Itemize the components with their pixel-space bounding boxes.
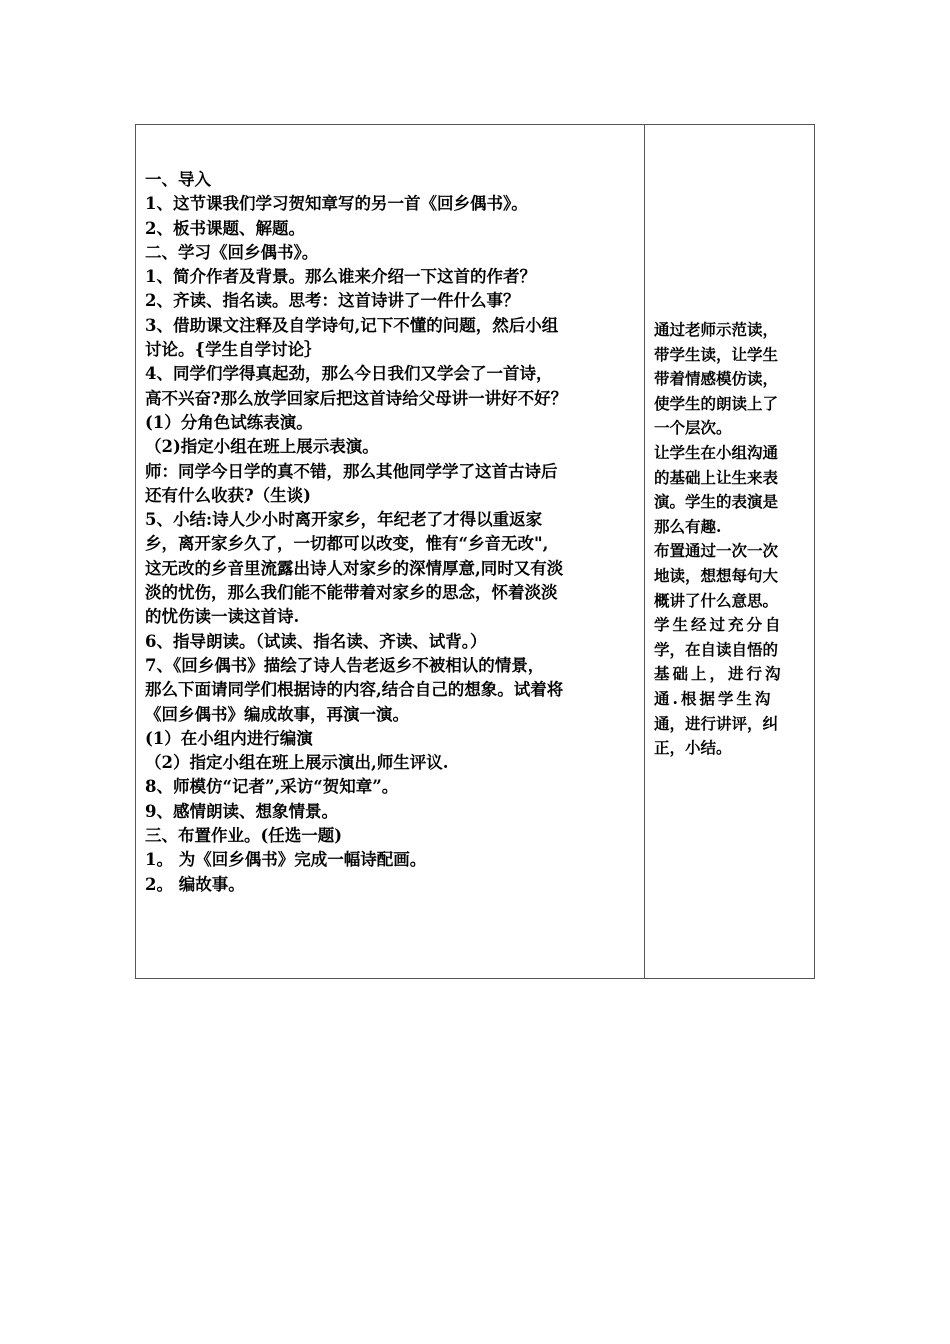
- note-line: 正，小结。: [654, 738, 732, 758]
- lesson-line: 5、小结:诗人少小时离开家乡，年纪老了才得以重返家: [145, 510, 543, 530]
- note-line: 布置通过一次一次: [654, 541, 779, 561]
- note-line: 一个层次。: [654, 418, 732, 438]
- lesson-line: 2。 编故事。: [145, 874, 245, 894]
- lesson-line: 1。 为《回乡偶书》完成一幅诗配画。: [145, 850, 427, 870]
- lesson-line: （2）指定小组在班上展示演出,师生评议.: [145, 753, 449, 773]
- note-line: 基础上，进行沟: [654, 664, 784, 684]
- lesson-line: 1、这节课我们学习贺知章写的另一首《回乡偶书》。: [145, 194, 528, 214]
- note-line: 概讲了什么意思。: [654, 590, 779, 610]
- lesson-line: 6、指导朗读。（试读、指名读、齐读、试背。）: [145, 631, 487, 651]
- lesson-line: 三、布置作业。(任选一题): [145, 826, 343, 846]
- note-line: 学，在自读自悟的: [654, 639, 779, 659]
- note-line: 让学生在小组沟通: [654, 442, 779, 462]
- note-line: 通.根据学生沟: [654, 688, 774, 708]
- note-line: 通过老师示范读，: [654, 320, 779, 339]
- note-line: 学生经过充分自: [654, 615, 784, 635]
- lesson-line: 二、学习《回乡偶书》。: [145, 242, 319, 262]
- lesson-line: 7、《回乡偶书》描绘了诗人告老返乡不被相认的情景，: [145, 655, 545, 675]
- lesson-line: 那么下面请同学们根据诗的内容,结合自己的想象。试着将: [145, 680, 564, 700]
- note-line: 带学生读，让学生: [654, 344, 779, 364]
- lesson-line: 的忧伤读一读这首诗.: [145, 607, 300, 627]
- lesson-line: 2、板书课题、解题。: [145, 218, 305, 238]
- lesson-line: 一、导入: [145, 170, 211, 189]
- lesson-table: [135, 124, 815, 979]
- lesson-content-cell: [145, 168, 635, 897]
- lesson-line: 1、简介作者及背景。那么谁来介绍一下这首的作者？: [145, 267, 536, 287]
- note-line: 通，进行讲评，纠: [654, 713, 779, 733]
- note-line: 的基础上让生来表: [654, 467, 779, 487]
- lesson-line: (1）分角色试练表演。: [145, 412, 313, 432]
- column-divider: [644, 125, 645, 978]
- note-line: 带着情感模仿读，: [654, 369, 779, 389]
- lesson-line: 8、师模仿“记者”,采访“贺知章”。: [145, 777, 399, 797]
- lesson-line: 师：同学今日学的真不错，那么其他同学学了这首古诗后: [145, 461, 558, 481]
- note-line: 演。学生的表演是: [654, 492, 779, 512]
- lesson-line: 讨论。{学生自学讨论｝: [145, 340, 321, 360]
- lesson-line: 3、借助课文注释及自学诗句,记下不懂的问题，然后小组: [145, 315, 559, 335]
- lesson-line: (1）在小组内进行编演: [145, 728, 313, 748]
- design-notes-cell: [654, 318, 806, 761]
- lesson-line: 4、同学们学得真起劲，那么今日我们又学会了一首诗，: [145, 364, 553, 384]
- note-line: 使学生的朗读上了: [654, 393, 779, 413]
- lesson-line: 2、齐读、指名读。思考：这首诗讲了一件什么事？: [145, 291, 520, 311]
- lesson-line: 淡的忧伤，那么我们能不能带着对家乡的思念，怀着淡淡: [145, 583, 558, 603]
- lesson-line: 9、感情朗读、想象情景。: [145, 801, 338, 821]
- lesson-line: 还有什么收获?（生谈): [145, 485, 311, 505]
- note-line: 地读，想想每句大: [654, 565, 779, 585]
- note-line: 那么有趣.: [654, 516, 722, 536]
- lesson-line: 这无改的乡音里流露出诗人对家乡的深情厚意,同时又有淡: [145, 558, 564, 578]
- lesson-line: 《回乡偶书》编成故事，再演一演。: [145, 704, 409, 724]
- lesson-line: 高不兴奋?那么放学回家后把这首诗给父母讲一讲好不好？: [145, 388, 568, 408]
- lesson-line: （2)指定小组在班上展示表演。: [145, 437, 379, 457]
- lesson-line: 乡，离开家乡久了，一切都可以改变，惟有“乡音无改",: [145, 534, 549, 554]
